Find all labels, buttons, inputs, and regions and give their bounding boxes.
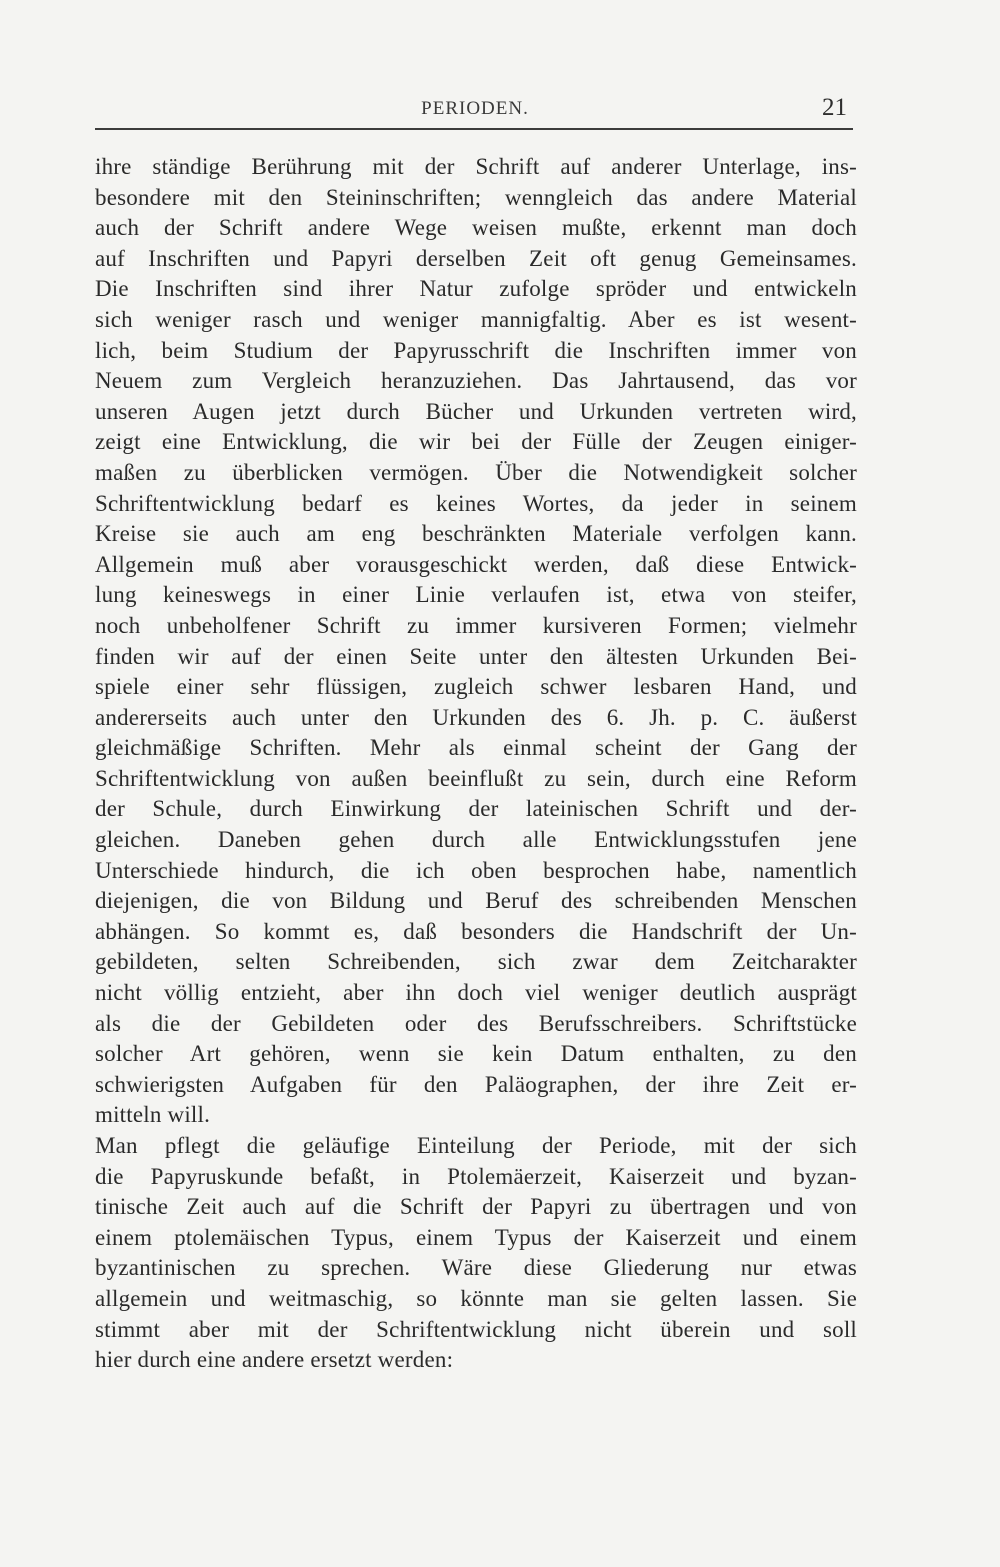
text-line: spiele einer sehr flüssigen, zugleich schwer lesbaren Hand, und — [95, 674, 857, 700]
text-line: gleichmäßige Schriften. Mehr als einmal scheint der Gang der — [95, 735, 857, 761]
text-line: der Schule, durch Einwirkung der lateinischen Schrift und der- — [95, 796, 857, 822]
body-text — [95, 152, 857, 1376]
text-line: ihre ständige Berührung mit der Schrift auf anderer Unterlage, ins- — [95, 154, 857, 179]
text-line: schwierigsten Aufgaben für den Paläographen, der ihre Zeit er- — [95, 1071, 857, 1097]
running-head — [95, 94, 855, 128]
text-line: Man pflegt die geläufige Einteilung der Periode, mit der sich — [95, 1133, 857, 1158]
text-line: die Papyruskunde befaßt, in Ptolemäerzeit, Kaiserzeit und byzan- — [95, 1163, 857, 1189]
text-line: lung keineswegs in einer Linie verlaufen ist, etwa von steifer, — [95, 582, 857, 608]
text-line: byzantinischen zu sprechen. Wäre diese Gliederung nur etwas — [95, 1255, 857, 1281]
text-line: einem ptolemäischen Typus, einem Typus der Kaiserzeit und einem — [95, 1224, 857, 1250]
text-line-paragraph-end: mitteln will. — [95, 1102, 211, 1128]
text-line: solcher Art gehören, wenn sie kein Datum enthalten, zu den — [95, 1041, 857, 1067]
text-line: Neuem zum Vergleich heranzuziehen. Das Jahrtausend, das vor — [95, 368, 857, 394]
text-line: gleichen. Daneben gehen durch alle Entwicklungsstufen jene — [95, 827, 857, 853]
text-line: zeigt eine Entwicklung, die wir bei der Fülle der Zeugen einiger- — [95, 429, 857, 455]
text-line: als die der Gebildeten oder des Berufsschreibers. Schriftstücke — [95, 1010, 857, 1036]
text-line: Schriftentwicklung von außen beeinflußt zu sein, durch eine Reform — [95, 765, 857, 791]
text-line: Allgemein muß aber vorausgeschickt werden, daß diese Entwick- — [95, 551, 857, 577]
header-rule — [95, 128, 853, 130]
text-line: sich weniger rasch und weniger mannigfaltig. Aber es ist wesent- — [95, 306, 857, 332]
text-line: Kreise sie auch am eng beschränkten Materiale verfolgen kann. — [95, 521, 857, 547]
text-line-paragraph-end: hier durch eine andere ersetzt werden: — [95, 1347, 454, 1373]
text-line: abhängen. So kommt es, daß besonders die Handschrift der Un- — [95, 918, 857, 944]
text-line: gebildeten, selten Schreibenden, sich zwar dem Zeitcharakter — [95, 949, 857, 975]
text-line: Schriftentwicklung bedarf es keines Wortes, da jeder in seinem — [95, 490, 857, 516]
text-line: lich, beim Studium der Papyrusschrift die Inschriften immer von — [95, 337, 857, 363]
text-line: maßen zu überblicken vermögen. Über die Notwendigkeit solcher — [95, 459, 857, 485]
text-line: stimmt aber mit der Schriftentwicklung nicht überein und soll — [95, 1316, 857, 1342]
text-line: tinische Zeit auch auf die Schrift der Papyri zu übertragen und von — [95, 1194, 857, 1220]
text-line: Unterschiede hindurch, die ich oben besprochen habe, namentlich — [95, 857, 857, 883]
text-line: diejenigen, die von Bildung und Beruf des schreibenden Menschen — [95, 888, 857, 914]
text-line: finden wir auf der einen Seite unter den ältesten Urkunden Bei- — [95, 643, 857, 669]
text-line: allgemein und weitmaschig, so könnte man sie gelten lassen. Sie — [95, 1285, 857, 1311]
text-line: unseren Augen jetzt durch Bücher und Urkunden vertreten wird, — [95, 398, 857, 424]
text-line: auch der Schrift andere Wege weisen mußte, erkennt man doch — [95, 215, 857, 241]
text-line: andererseits auch unter den Urkunden des 6. Jh. p. C. äußerst — [95, 704, 857, 730]
text-line: Die Inschriften sind ihrer Natur zufolge spröder und entwickeln — [95, 276, 857, 302]
text-line: besondere mit den Steininschriften; wenngleich das andere Material — [95, 184, 857, 210]
text-line: noch unbeholfener Schrift zu immer kursiveren Formen; vielmehr — [95, 612, 857, 638]
text-line: auf Inschriften und Papyri derselben Zeit oft genug Gemeinsames. — [95, 245, 857, 271]
text-line: nicht völlig entzieht, aber ihn doch viel weniger deutlich ausprägt — [95, 980, 857, 1006]
chapter-title: PERIODEN. — [421, 98, 529, 119]
page-number: 21 — [822, 94, 847, 121]
